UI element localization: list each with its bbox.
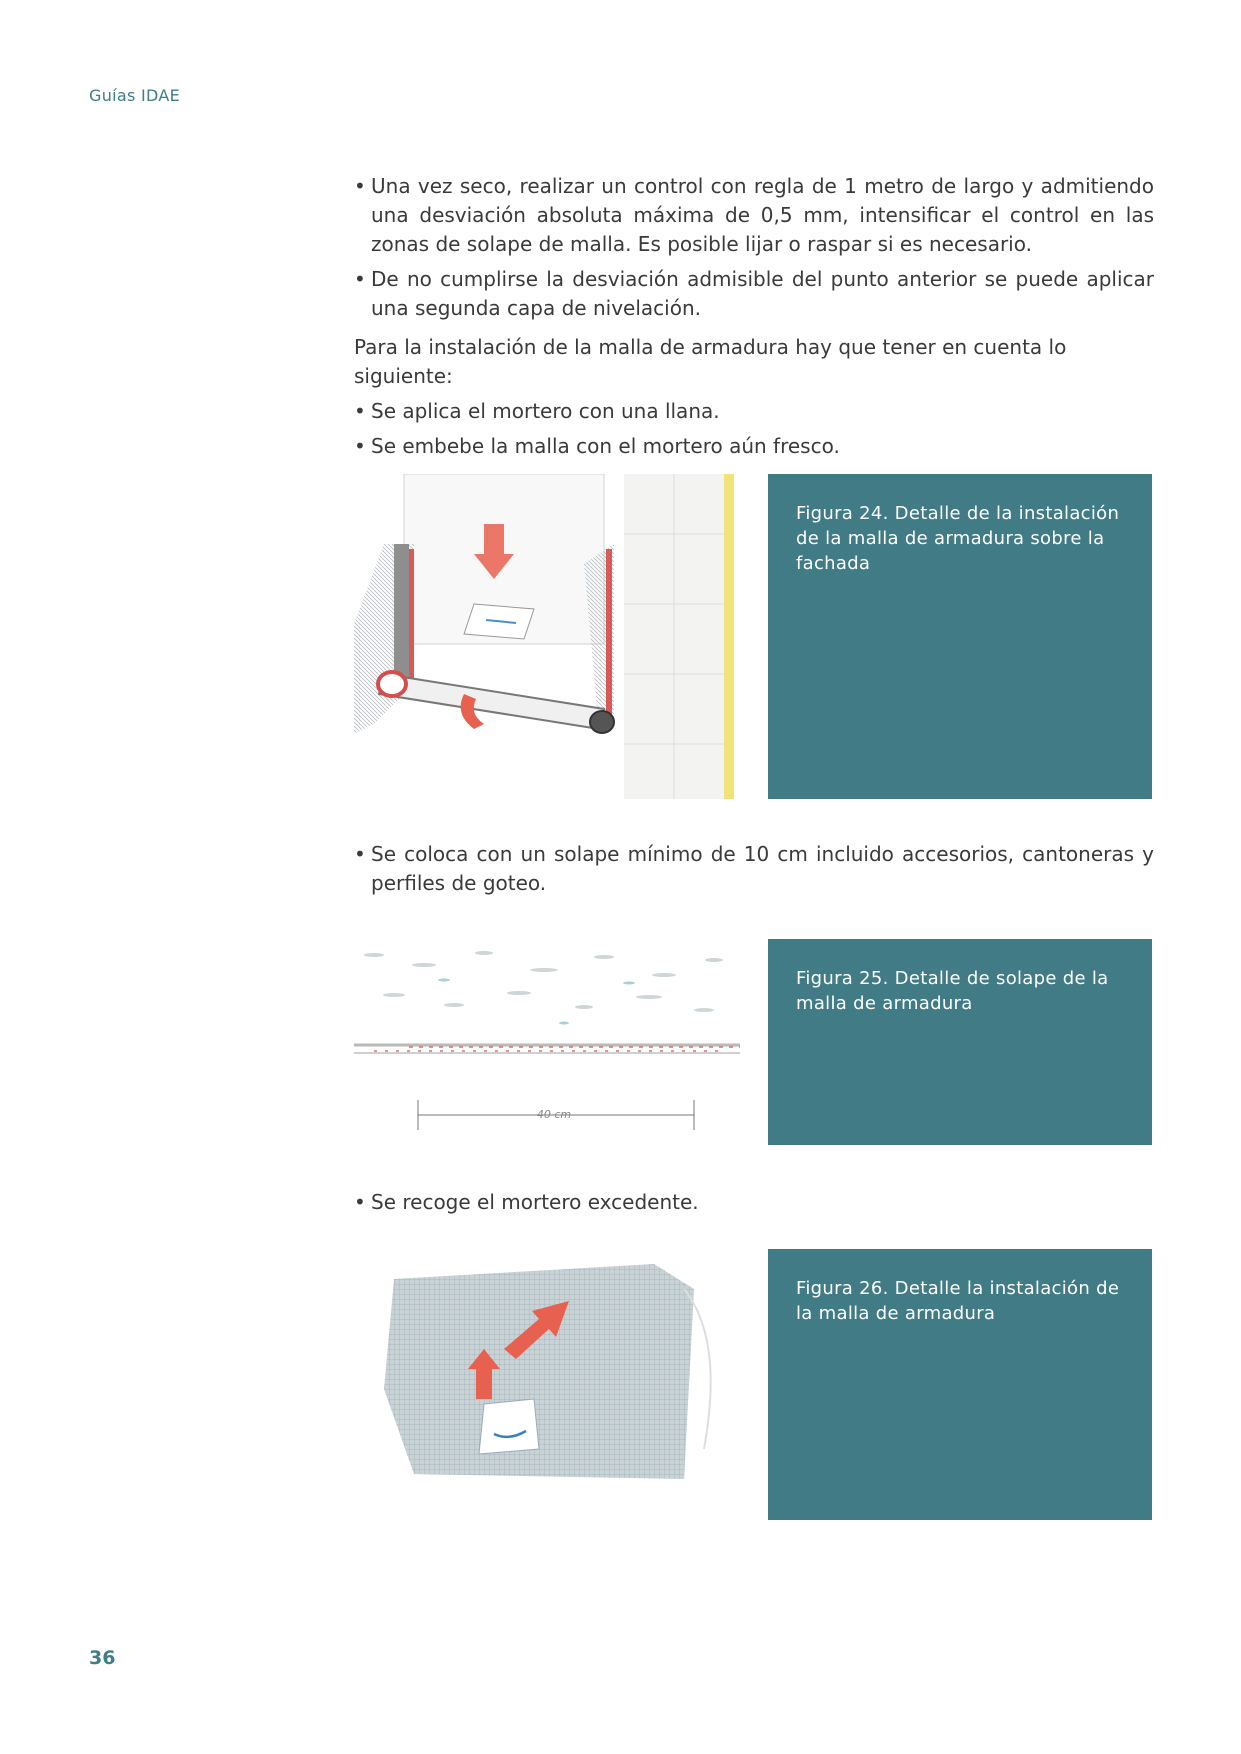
running-header: Guías IDAE	[89, 86, 181, 105]
bullet-item: • Se aplica el mortero con una llana.	[354, 397, 1154, 426]
bullet-item: • Una vez seco, realizar un control con regla de 1 metro de largo y admitiendo una desviación absoluta máxima de 0,5 mm, intensificar el control en las zonas de solape de malla. Es posible lijar o raspar si es necesario.	[354, 172, 1154, 259]
figure-24-caption: Figura 24. Detalle de la instalación de la malla de armadura sobre la fachada	[768, 474, 1152, 799]
figure-24-illustration	[354, 474, 740, 799]
bullet-item: • De no cumplirse la desviación admisible del punto anterior se puede aplicar una segunda capa de nivelación.	[354, 265, 1154, 323]
excess-mortar-sketch	[354, 1249, 740, 1520]
figure-25-illustration	[354, 935, 740, 1140]
figure-26-caption: Figura 26. Detalle la instalación de la malla de armadura	[768, 1249, 1152, 1520]
figure-26-illustration	[354, 1249, 740, 1520]
bullet-item: • Se embebe la malla con el mortero aún fresco.	[354, 432, 1154, 461]
page-number: 36	[89, 1647, 116, 1669]
dimension-label: 40 cm	[536, 1108, 572, 1121]
text-block-3	[354, 1188, 1154, 1217]
text-block-2	[354, 840, 1154, 898]
bullet-item: • Se recoge el mortero excedente.	[354, 1188, 1154, 1217]
bullet-item: • Se coloca con un solape mínimo de 10 cm incluido accesorios, cantoneras y perfiles de goteo.	[354, 840, 1154, 898]
text-block-1	[354, 172, 1154, 461]
paragraph: Para la instalación de la malla de armadura hay que tener en cuenta lo siguiente:	[354, 335, 1067, 388]
mesh-installation-sketch	[354, 474, 740, 799]
figure-25-caption: Figura 25. Detalle de solape de la malla de armadura	[768, 939, 1152, 1145]
mesh-overlap-sketch	[354, 935, 740, 1140]
